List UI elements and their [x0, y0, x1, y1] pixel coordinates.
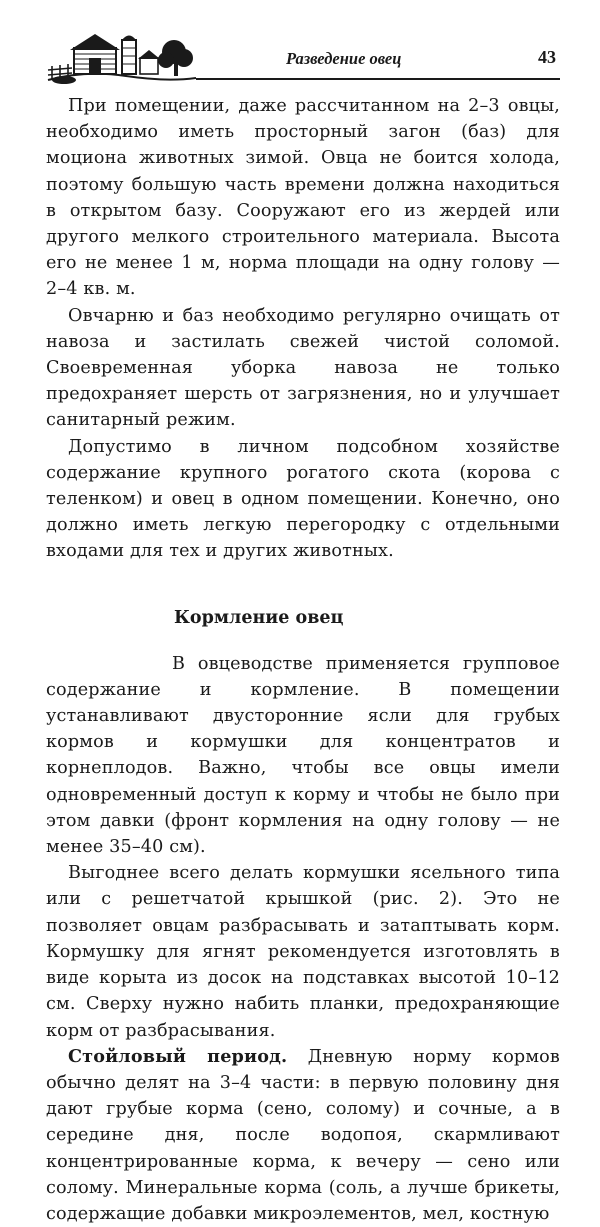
- body-text: [46, 93, 560, 1227]
- page-header: [46, 30, 560, 86]
- paragraph-stall-period: [46, 1044, 560, 1227]
- section-heading: Кормление овец: [174, 607, 344, 628]
- header-rule: [196, 78, 560, 80]
- paragraph: При помещении, даже рассчитанном на 2–3 овцы, необходимо иметь просторный загон (баз) для моциона животных зимой. Овца не боится холода, поэтому большую часть времени должна находиться в открытом базу. Сооружают его из жердей или другого мелкого строительного материала. Высота его не менее 1 м, норма площади на одну голову — 2–4 кв. м.: [46, 96, 560, 300]
- run-in-heading: Стойловый период.: [68, 1045, 288, 1067]
- page-number: 43: [538, 47, 556, 67]
- paragraph: Овчарню и баз необходимо регулярно очищать от навоза и застилать свежей чистой соломой. Своевременная уборка навоза не только предохраняет шерсть от загрязнения, но и улучшает санитарный режим.: [46, 305, 560, 431]
- paragraph: Выгоднее всего делать кормушки ясельного типа или с решетчатой крышкой (рис. 2). Это не позволяет овцам разбрасывать и затаптывать корм. Кормушку для ягнят рекомендуется изготовлять в виде корыта из досок на подставках высотой 10–12 см. Сверху нужно набить планки, предохраняющие корм от разбрасывания.: [46, 863, 560, 1041]
- farm-barn-silo-tree-icon: [46, 30, 196, 86]
- paragraph-text: Дневную норму кормов обычно делят на 3–4 части: в первую половину дня дают грубые корма (сено, солому) и сочные, а в середине дня, после водопоя, скармливают концентрированные корма, к вечеру — сено или солому. Минеральные корма (соль, а лучше брикеты, содержащие добавки микроэлементов, мел, костную: [46, 1046, 560, 1224]
- running-title: Разведение овец: [286, 49, 402, 68]
- paragraph: Допустимо в личном подсобном хозяйстве содержание крупного рогатого скота (корова с теленком) и овец в одном помещении. Конечно, оно должно иметь легкую перегородку с отдельными входами для тех и других животных.: [46, 436, 560, 562]
- paragraph: В овцеводстве применяется групповое содержание и кормление. В помещении устанавливают двусторонние ясли для грубых кормов и кормушки для концентратов и корнеплодов. Важно, чтобы все овцы имели одновременный доступ к корму и чтобы не было при этом давки (фронт кормления на одну голову — не менее 35–40 см).: [46, 653, 560, 858]
